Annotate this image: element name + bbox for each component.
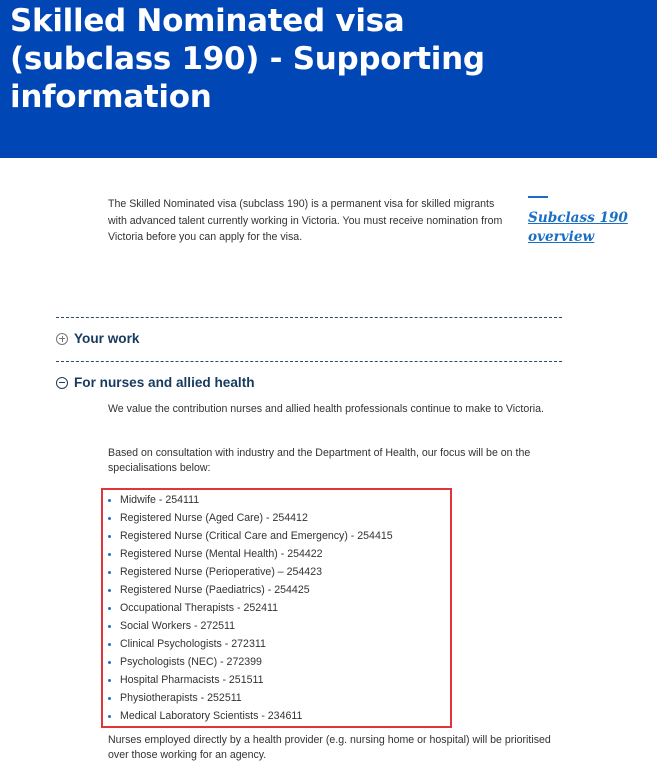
nurses-paragraph-1: We value the contribution nurses and allied health professionals continue to make to Victoria. (108, 403, 544, 415)
list-item: Registered Nurse (Paediatrics) - 254425 (108, 581, 393, 599)
bullet-icon (108, 499, 111, 502)
nurses-paragraph-2: Based on consultation with industry and the Department of Health, our focus will be on the specialisations below: (108, 447, 531, 474)
intro-text: The Skilled Nominated visa (subclass 190) is a permanent visa for skilled migrants with advanced talent currently working in Victoria. You must receive nomination from Victoria before you can apply for the visa. (108, 198, 503, 243)
page-hero (0, 0, 657, 158)
bullet-icon (108, 589, 111, 592)
bullet-icon (108, 607, 111, 610)
list-item: Occupational Therapists - 252411 (108, 599, 393, 617)
page-title: Skilled Nominated visa (subclass 190) - Supporting information (10, 3, 485, 115)
nurses-footnote: Nurses employed directly by a health provider (e.g. nursing home or hospital) will be prioritised over those working for an agency. (108, 734, 551, 761)
list-item: Social Workers - 272511 (108, 617, 393, 635)
accordion-nurses-allied-health[interactable] (56, 375, 255, 390)
list-item: Registered Nurse (Mental Health) - 254422 (108, 545, 393, 563)
bullet-icon (108, 679, 111, 682)
specialisation-list (108, 491, 393, 725)
list-item: Clinical Psychologists - 272311 (108, 635, 393, 653)
list-item: Registered Nurse (Aged Care) - 254412 (108, 509, 393, 527)
collapse-minus-icon (56, 377, 68, 389)
bullet-icon (108, 517, 111, 520)
list-item: Registered Nurse (Critical Care and Emergency) - 254415 (108, 527, 393, 545)
accordion-your-work[interactable] (56, 331, 139, 346)
list-item: Hospital Pharmacists - 251511 (108, 671, 393, 689)
subclass-190-overview-link[interactable]: Subclass 190 overview (528, 210, 628, 245)
bullet-icon (108, 715, 111, 718)
list-item: Midwife - 254111 (108, 491, 393, 509)
bullet-icon (108, 553, 111, 556)
list-item: Registered Nurse (Perioperative) – 254423 (108, 563, 393, 581)
bullet-icon (108, 643, 111, 646)
sidebar-rule (528, 196, 548, 198)
bullet-icon (108, 571, 111, 574)
expand-plus-icon (56, 333, 68, 345)
accordion-label: Your work (74, 331, 140, 346)
bullet-icon (108, 535, 111, 538)
bullet-icon (108, 661, 111, 664)
list-item: Medical Laboratory Scientists - 234611 (108, 707, 393, 725)
list-item: Psychologists (NEC) - 272399 (108, 653, 393, 671)
divider (56, 361, 562, 362)
divider (56, 317, 562, 318)
bullet-icon (108, 625, 111, 628)
list-item: Physiotherapists - 252511 (108, 689, 393, 707)
bullet-icon (108, 697, 111, 700)
accordion-label: For nurses and allied health (74, 375, 255, 390)
